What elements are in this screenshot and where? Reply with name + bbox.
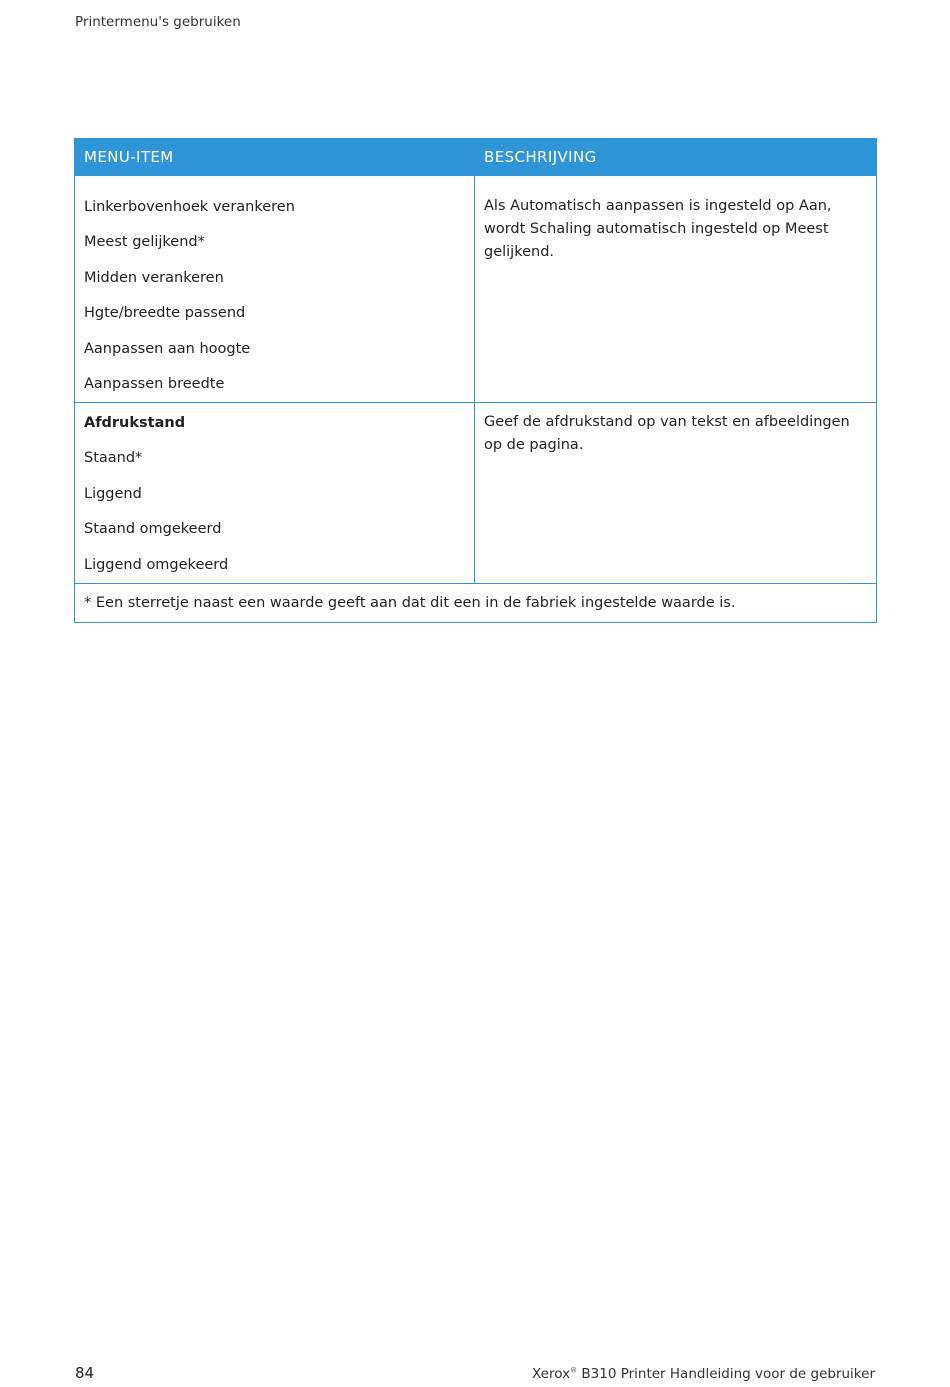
column-header-menu-item: MENU-ITEM	[75, 139, 475, 176]
running-footer	[532, 1366, 875, 1382]
column-header-description: BESCHRIJVING	[475, 139, 877, 176]
table-row	[75, 402, 877, 583]
menu-option: Linkerbovenhoek verankeren	[84, 199, 295, 215]
description-cell: Als Automatisch aanpassen is ingesteld op Aan, wordt Schaling automatisch ingesteld op Meest gelijkend.	[475, 176, 877, 403]
menu-table	[74, 138, 877, 623]
menu-option: Staand*	[84, 450, 143, 467]
registered-mark: ®	[570, 1366, 578, 1375]
brand-name: Xerox	[532, 1366, 571, 1382]
menu-option: Midden verankeren	[84, 269, 224, 286]
footnote: * Een sterretje naast een waarde geeft aan dat dit een in de fabriek ingestelde waarde is.	[75, 583, 877, 622]
table-header-row	[75, 139, 877, 176]
menu-option: Aanpassen breedte	[84, 375, 225, 392]
menu-option: Hgte/breedte passend	[84, 305, 246, 322]
menu-option: Meest gelijkend*	[84, 234, 205, 251]
menu-option: Aanpassen aan hoogte	[84, 340, 251, 357]
menu-option: Staand omgekeerd	[84, 521, 222, 538]
menu-item-heading: Afdrukstand	[84, 414, 186, 431]
menu-option: Liggend omgekeerd	[84, 556, 229, 573]
guide-title: B310 Printer Handleiding voor de gebruiker	[581, 1366, 875, 1382]
page-number: 84	[75, 1364, 95, 1382]
table-row	[75, 176, 877, 403]
running-header: Printermenu's gebruiken	[75, 14, 241, 30]
description-cell: Geef de afdrukstand op van tekst en afbeeldingen op de pagina.	[475, 402, 877, 583]
menu-item-cell	[75, 176, 475, 403]
menu-item-cell	[75, 402, 475, 583]
menu-option: Liggend	[84, 485, 142, 502]
footnote-row	[75, 583, 877, 622]
